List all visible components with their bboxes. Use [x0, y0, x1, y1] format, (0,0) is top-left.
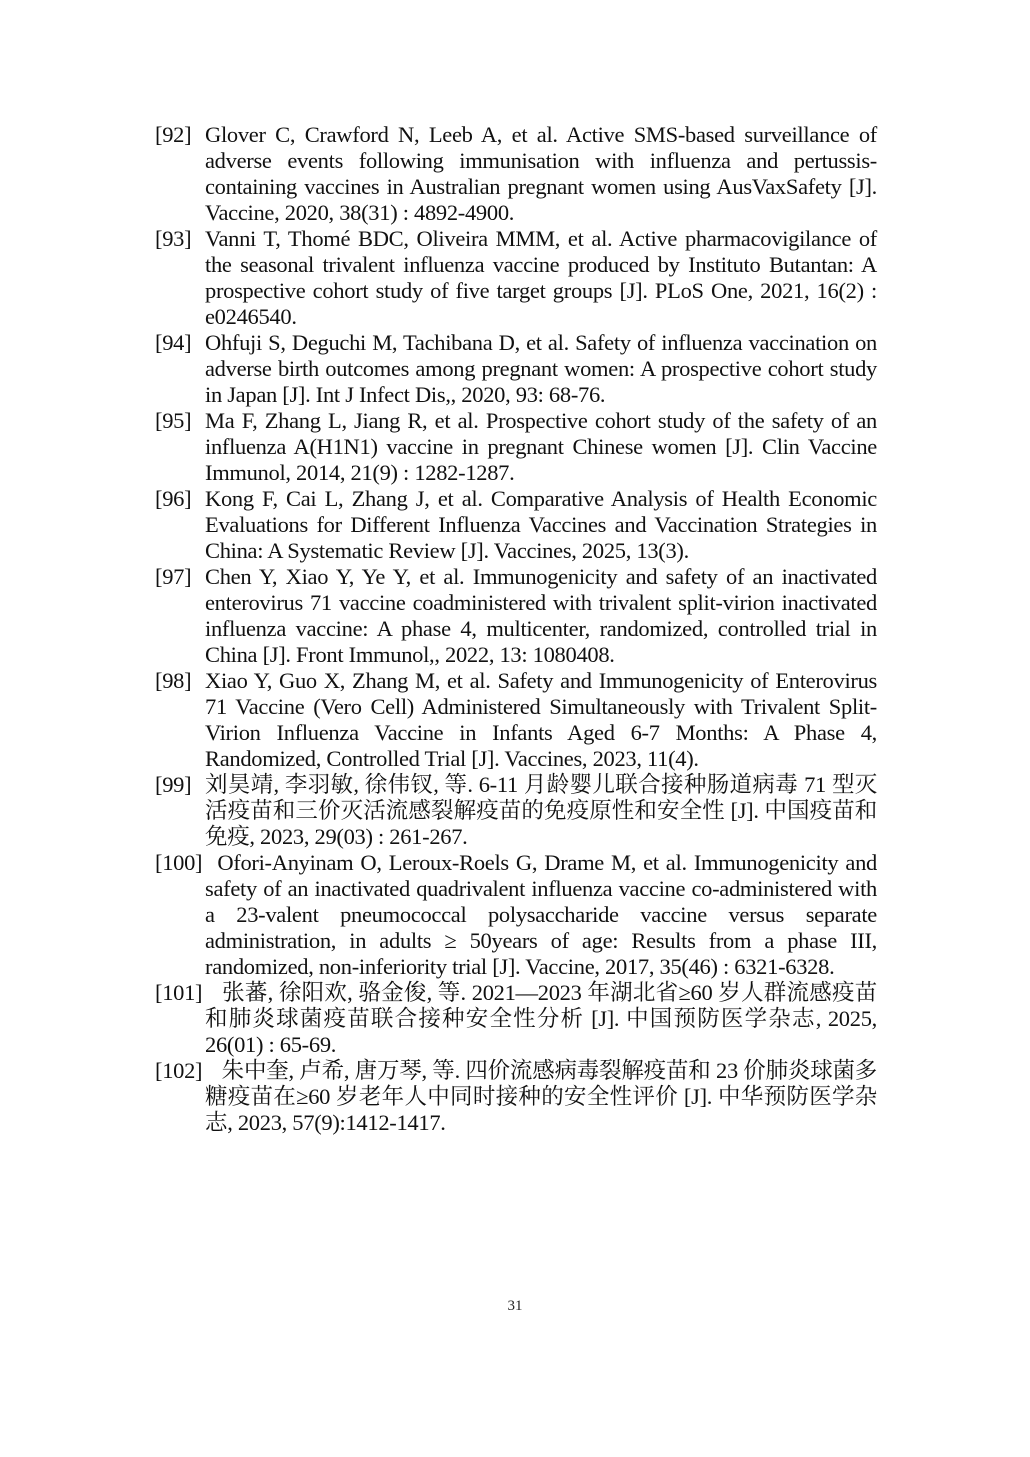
reference-number: [92]: [155, 122, 192, 147]
reference-number: [99]: [155, 772, 192, 797]
reference-text: 张蕃, 徐阳欢, 骆金俊, 等. 2021—2023 年湖北省≥60 岁人群流感疫苗和肺炎球菌疫苗联合接种安全性分析 [J]. 中国预防医学杂志, 2025, 26(01) : 65-69.: [205, 980, 877, 1057]
reference-number: [101]: [155, 980, 203, 1005]
reference-number: [95]: [155, 408, 192, 433]
reference-item: [155, 122, 877, 226]
reference-item: [155, 668, 877, 772]
reference-item: [155, 564, 877, 668]
reference-number: [94]: [155, 330, 192, 355]
reference-number: [100]: [155, 850, 203, 875]
reference-text: Xiao Y, Guo X, Zhang M, et al. Safety and Immunogenicity of Enterovirus 71 Vaccine (Vero Cell) Administered Simultaneously with Trivalent Split-Virion Influenza Vaccine in Infants Aged 6-7 Months: A Phase 4, Randomized, Controlled Trial [J]. Vaccines, 2023, 11(4).: [205, 668, 877, 771]
reference-text: Chen Y, Xiao Y, Ye Y, et al. Immunogenicity and safety of an inactivated enterovirus 71 vaccine coadministered with trivalent split-virion inactivated influenza vaccine: A phase 4, multicenter, randomized, controlled trial in China [J]. Front Immunol,, 2022, 13: 1080408.: [205, 564, 877, 667]
reference-text: Ohfuji S, Deguchi M, Tachibana D, et al. Safety of influenza vaccination on adverse birth outcomes among pregnant women: A prospective cohort study in Japan [J]. Int J Infect Dis,, 2020, 93: 68-76.: [205, 330, 877, 407]
reference-item: [155, 408, 877, 486]
reference-item: [155, 980, 877, 1058]
reference-number: [96]: [155, 486, 192, 511]
reference-number: [97]: [155, 564, 192, 589]
reference-number: [93]: [155, 226, 192, 251]
reference-item: [155, 330, 877, 408]
reference-text: Glover C, Crawford N, Leeb A, et al. Active SMS-based surveillance of adverse events following immunisation with influenza and pertussis-containing vaccines in Australian pregnant women using AusVaxSafety [J]. Vaccine, 2020, 38(31) : 4892-4900.: [205, 122, 877, 225]
reference-item: [155, 850, 877, 980]
reference-text: Kong F, Cai L, Zhang J, et al. Comparative Analysis of Health Economic Evaluations for Different Influenza Vaccines and Vaccination Strategies in China: A Systematic Review [J]. Vaccines, 2025, 13(3).: [205, 486, 877, 563]
reference-text: Ofori-Anyinam O, Leroux-Roels G, Drame M, et al. Immunogenicity and safety of an inactivated quadrivalent influenza vaccine co-administered with a 23-valent pneumococcal polysaccharide vaccine versus separate administration, in adults ≥ 50years of age: Results from a phase III, randomized, non-inferiority trial [J]. Vaccine, 2017, 35(46) : 6321-6328.: [205, 850, 877, 979]
reference-list: [155, 122, 877, 1136]
reference-text: Ma F, Zhang L, Jiang R, et al. Prospective cohort study of the safety of an influenza A(H1N1) vaccine in pregnant Chinese women [J]. Clin Vaccine Immunol, 2014, 21(9) : 1282-1287.: [205, 408, 877, 485]
reference-number: [102]: [155, 1058, 203, 1083]
reference-text: 朱中奎, 卢希, 唐万琴, 等. 四价流感病毒裂解疫苗和 23 价肺炎球菌多糖疫苗在≥60 岁老年人中同时接种的安全性评价 [J]. 中华预防医学杂志, 2023, 57(9):1412-1417.: [205, 1058, 877, 1135]
reference-text: 刘昊靖, 李羽敏, 徐伟钗, 等. 6-11 月龄婴儿联合接种肠道病毒 71 型灭活疫苗和三价灭活流感裂解疫苗的免疫原性和安全性 [J]. 中国疫苗和免疫, 2023, 29(03) : 261-267.: [205, 772, 877, 849]
page-number: 31: [507, 1298, 523, 1314]
reference-item: [155, 486, 877, 564]
reference-item: [155, 226, 877, 330]
reference-item: [155, 772, 877, 850]
reference-number: [98]: [155, 668, 192, 693]
reference-item: [155, 1058, 877, 1136]
reference-text: Vanni T, Thomé BDC, Oliveira MMM, et al. Active pharmacovigilance of the seasonal trivalent influenza vaccine produced by Instituto Butantan: A prospective cohort study of five target groups [J]. PLoS One, 2021, 16(2) : e0246540.: [205, 226, 877, 329]
